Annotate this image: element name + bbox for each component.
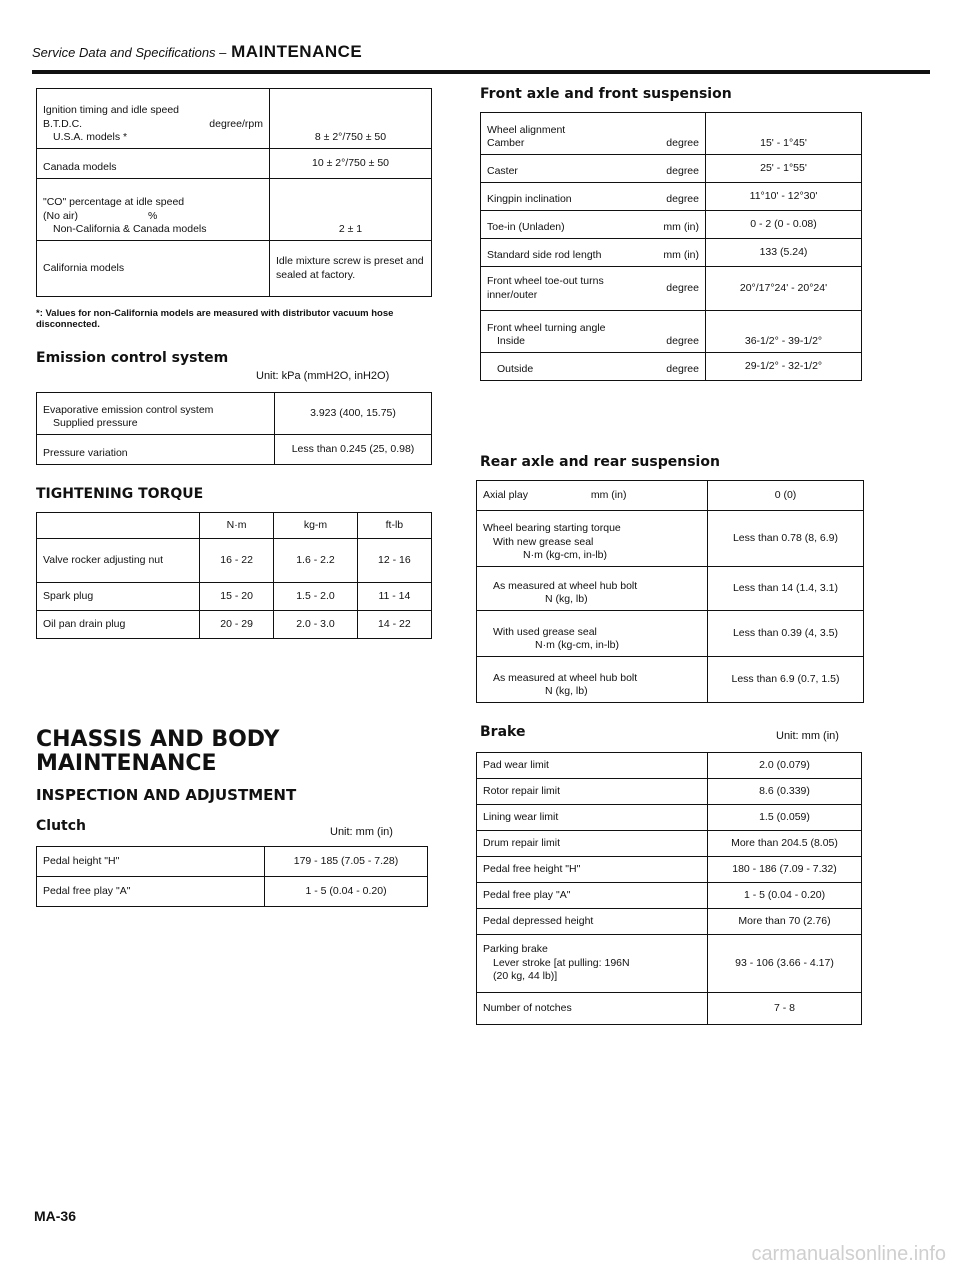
brake-label-cell: Pedal free play "A" [477, 883, 708, 909]
rear-axle-value-cell: Less than 0.39 (4, 3.5) [708, 611, 864, 657]
label-line: Canada models [43, 161, 117, 174]
table-row [37, 241, 432, 297]
torque-value-cell: 11 - 14 [357, 583, 431, 611]
table-row [37, 89, 432, 149]
brake-label-cell: Rotor repair limit [477, 779, 708, 805]
torque-value-cell: 1.5 - 2.0 [274, 583, 358, 611]
front-axle-value-cell: 20°/17°24' - 20°24' [706, 267, 862, 311]
label-unit: degree [666, 137, 699, 150]
label-line-pair [487, 193, 699, 207]
ignition-value-cell: 8 ± 2°/750 ± 50 [270, 89, 432, 149]
torque-label-cell: Spark plug [37, 583, 200, 611]
emission-title: Emission control system [36, 350, 229, 366]
rear-axle-title: Rear axle and rear suspension [480, 454, 720, 470]
header-text [32, 42, 930, 62]
chassis-title [36, 728, 279, 776]
brake-label-cell: Pedal depressed height [477, 909, 708, 935]
brake-value-cell: 8.6 (0.339) [708, 779, 862, 805]
front-axle-label-cell [481, 211, 706, 239]
label-unit: N·m (kg-cm, in-lb) [523, 549, 607, 562]
label-unit: degree [666, 281, 699, 294]
chassis-title-line: MAINTENANCE [36, 751, 217, 777]
label-line: Front wheel turning angle [487, 321, 606, 334]
torque-header-cell: N·m [200, 513, 274, 539]
header-title: MAINTENANCE [231, 42, 363, 61]
header-prefix: Service Data and Specifications – [32, 45, 227, 60]
label-line: As measured at wheel hub bolt [493, 579, 638, 592]
clutch-value-cell: 179 - 185 (7.05 - 7.28) [265, 847, 428, 877]
label-line-pair [487, 249, 699, 263]
torque-value-cell: 16 - 22 [200, 539, 274, 583]
table-row [37, 149, 432, 179]
brake-label-cell: Drum repair limit [477, 831, 708, 857]
table-row [37, 583, 432, 611]
torque-label-cell: Oil pan drain plug [37, 611, 200, 639]
header-rule [32, 70, 930, 74]
brake-value-cell: 2.0 (0.079) [708, 753, 862, 779]
table-row [37, 179, 432, 241]
label-unit: degree [666, 363, 699, 376]
front-axle-label-cell [481, 183, 706, 211]
table-row [37, 393, 432, 435]
torque-header-cell: kg-m [274, 513, 358, 539]
clutch-label-cell: Pedal free play "A" [37, 877, 265, 907]
label-line-pair [487, 363, 699, 377]
table-row [477, 831, 862, 857]
label-unit: mm (in) [663, 249, 699, 262]
label-line: Evaporative emission control system [43, 403, 214, 416]
label-unit: degree [666, 335, 699, 348]
label-line-pair [43, 210, 263, 224]
rear-axle-value-cell: 0 (0) [708, 481, 864, 511]
emission-value-cell: Less than 0.245 (25, 0.98) [275, 435, 432, 465]
rear-axle-label-cell [477, 567, 708, 611]
label-line: Caster [487, 165, 518, 178]
torque-value-cell: 20 - 29 [200, 611, 274, 639]
clutch-unit: Unit: mm (in) [330, 826, 393, 838]
table-row [477, 857, 862, 883]
ignition-label-cell [37, 179, 270, 241]
brake-value-cell: 1.5 (0.059) [708, 805, 862, 831]
brake-value-cell: 7 - 8 [708, 993, 862, 1025]
site-watermark: carmanualsonline.info [751, 1243, 946, 1265]
brake-value-cell: 180 - 186 (7.09 - 7.32) [708, 857, 862, 883]
rear-axle-value-cell: Less than 0.78 (8, 6.9) [708, 511, 864, 567]
label-line: inner/outer [487, 288, 538, 301]
torque-value-cell: 15 - 20 [200, 583, 274, 611]
label-line-pair [487, 275, 699, 302]
label-unit: N (kg, lb) [545, 593, 588, 606]
label-line: (20 kg, 44 lb)] [493, 970, 558, 983]
chassis-subtitle: INSPECTION AND ADJUSTMENT [36, 786, 297, 804]
rear-axle-label-cell [477, 657, 708, 703]
label-line: Wheel bearing starting torque [483, 522, 621, 535]
torque-value-cell: 1.6 - 2.2 [274, 539, 358, 583]
label-line: "CO" percentage at idle speed [43, 196, 185, 209]
torque-label-cell: Valve rocker adjusting nut [37, 539, 200, 583]
brake-label-cell: Lining wear limit [477, 805, 708, 831]
front-axle-label-cell [481, 311, 706, 353]
table-row [37, 435, 432, 465]
brake-label-cell: Pedal free height "H" [477, 857, 708, 883]
page-number: MA-36 [34, 1208, 77, 1224]
brake-value-cell: 1 - 5 (0.04 - 0.20) [708, 883, 862, 909]
label-unit: degree [666, 193, 699, 206]
label-line: Inside [497, 335, 526, 348]
table-row [477, 511, 864, 567]
table-row [481, 311, 862, 353]
emission-unit: Unit: kPa (mmH2O, inH2O) [256, 370, 390, 382]
table-row [37, 611, 432, 639]
front-axle-value-cell: 29-1/2° - 32-1/2° [706, 353, 862, 381]
emission-label-cell [37, 435, 275, 465]
label-line: Toe-in (Unladen) [487, 221, 565, 234]
rear-axle-value-cell: Less than 14 (1.4, 3.1) [708, 567, 864, 611]
label-line: With new grease seal [493, 535, 594, 548]
ignition-value-cell: Idle mixture screw is preset and sealed at factory. [270, 241, 432, 297]
label-line: U.S.A. models * [53, 131, 128, 144]
clutch-title: Clutch [36, 818, 86, 834]
torque-header-cell [37, 513, 200, 539]
table-row [481, 239, 862, 267]
table-row [477, 993, 862, 1025]
torque-value-cell: 12 - 16 [357, 539, 431, 583]
label-line-pair [487, 335, 699, 349]
label-unit: mm (in) [663, 221, 699, 234]
label-unit: degree [666, 165, 699, 178]
ignition-note: *: Values for non-California models are measured with distributor vacuum hose disconnected. [36, 308, 394, 331]
label-line: Standard side rod length [487, 249, 602, 262]
table-row [477, 753, 862, 779]
front-axle-value-cell: 25' - 1°55' [706, 155, 862, 183]
front-axle-label-cell [481, 353, 706, 381]
table-row [481, 183, 862, 211]
brake-value-cell: 93 - 106 (3.66 - 4.17) [708, 935, 862, 993]
rear-axle-label-cell [477, 481, 708, 511]
label-line: Ignition timing and idle speed [43, 104, 180, 117]
clutch-label-cell: Pedal height "H" [37, 847, 265, 877]
label-line: Wheel alignment [487, 123, 566, 136]
label-line: Camber [487, 137, 525, 150]
table-row [37, 539, 432, 583]
brake-title: Brake [480, 724, 526, 740]
brake-label-cell: Pad wear limit [477, 753, 708, 779]
table-row [37, 877, 428, 907]
brake-value-cell: More than 204.5 (8.05) [708, 831, 862, 857]
front-axle-value-cell: 0 - 2 (0 - 0.08) [706, 211, 862, 239]
table-row [37, 513, 432, 539]
label-stack [487, 275, 604, 302]
emission-label-cell [37, 393, 275, 435]
table-row [481, 211, 862, 239]
rear-axle-label-cell [477, 511, 708, 567]
label-line: As measured at wheel hub bolt [493, 671, 638, 684]
front-axle-label-cell [481, 155, 706, 183]
brake-table [476, 752, 862, 1025]
front-axle-value-cell: 11°10' - 12°30' [706, 183, 862, 211]
label-unit: degree/rpm [209, 117, 263, 130]
front-axle-label-cell [481, 113, 706, 155]
label-unit: N (kg, lb) [545, 685, 588, 698]
table-row [477, 567, 864, 611]
ignition-label-cell [37, 89, 270, 149]
table-row [477, 805, 862, 831]
rear-axle-value-cell: Less than 6.9 (0.7, 1.5) [708, 657, 864, 703]
torque-title: TIGHTENING TORQUE [36, 486, 204, 502]
rear-axle-table [476, 480, 864, 703]
label-line: Axial play [483, 488, 528, 501]
label-line: Pressure variation [43, 447, 128, 460]
ignition-value-cell: 10 ± 2°/750 ± 50 [270, 149, 432, 179]
brake-value-cell: More than 70 (2.76) [708, 909, 862, 935]
brake-label-cell [477, 935, 708, 993]
ignition-label-cell [37, 241, 270, 297]
label-line: Parking brake [483, 943, 548, 956]
chassis-title-line: CHASSIS AND BODY [36, 727, 280, 752]
label-line: B.T.D.C. [43, 117, 83, 130]
torque-value-cell: 2.0 - 3.0 [274, 611, 358, 639]
label-unit: mm (in) [590, 488, 627, 501]
table-row [481, 353, 862, 381]
torque-value-cell: 14 - 22 [357, 611, 431, 639]
label-unit: % [148, 209, 158, 222]
table-row [477, 657, 864, 703]
label-unit: N·m (kg-cm, in-lb) [535, 639, 619, 652]
page-header [32, 42, 930, 62]
brake-unit: Unit: mm (in) [776, 730, 839, 742]
table-row [37, 847, 428, 877]
label-line-pair [43, 118, 263, 132]
front-axle-label-cell [481, 239, 706, 267]
label-line: With used grease seal [493, 625, 597, 638]
table-row [477, 909, 862, 935]
table-row [477, 779, 862, 805]
clutch-table [36, 846, 428, 907]
label-line: Kingpin inclination [487, 193, 572, 206]
label-line: Supplied pressure [53, 417, 138, 430]
front-axle-value-cell: 15' - 1°45' [706, 113, 862, 155]
table-row [481, 155, 862, 183]
table-row [481, 113, 862, 155]
label-line: Lever stroke [at pulling: 196N [493, 956, 630, 969]
table-row [477, 883, 862, 909]
emission-value-cell: 3.923 (400, 15.75) [275, 393, 432, 435]
label-line: Front wheel toe-out turns [487, 274, 604, 287]
ignition-value-cell: 2 ± 1 [270, 179, 432, 241]
emission-table [36, 392, 432, 465]
table-row [477, 611, 864, 657]
torque-table [36, 512, 432, 639]
front-axle-value-cell: 36-1/2° - 39-1/2° [706, 311, 862, 353]
front-axle-table [480, 112, 862, 381]
ignition-table [36, 88, 432, 297]
label-line: Non-California & Canada models [53, 223, 207, 236]
table-row [477, 481, 864, 511]
label-line-pair [487, 137, 699, 151]
front-axle-title: Front axle and front suspension [480, 86, 732, 102]
label-line: (No air) [43, 209, 79, 222]
torque-header-cell: ft-lb [357, 513, 431, 539]
clutch-value-cell: 1 - 5 (0.04 - 0.20) [265, 877, 428, 907]
front-axle-value-cell: 133 (5.24) [706, 239, 862, 267]
ignition-label-cell [37, 149, 270, 179]
table-row [477, 935, 862, 993]
label-line-pair [487, 165, 699, 179]
table-row [481, 267, 862, 311]
label-line: California models [43, 261, 125, 274]
label-line: Outside [497, 363, 534, 376]
brake-label-cell: Number of notches [477, 993, 708, 1025]
label-line-pair [487, 221, 699, 235]
front-axle-label-cell [481, 267, 706, 311]
rear-axle-label-cell [477, 611, 708, 657]
